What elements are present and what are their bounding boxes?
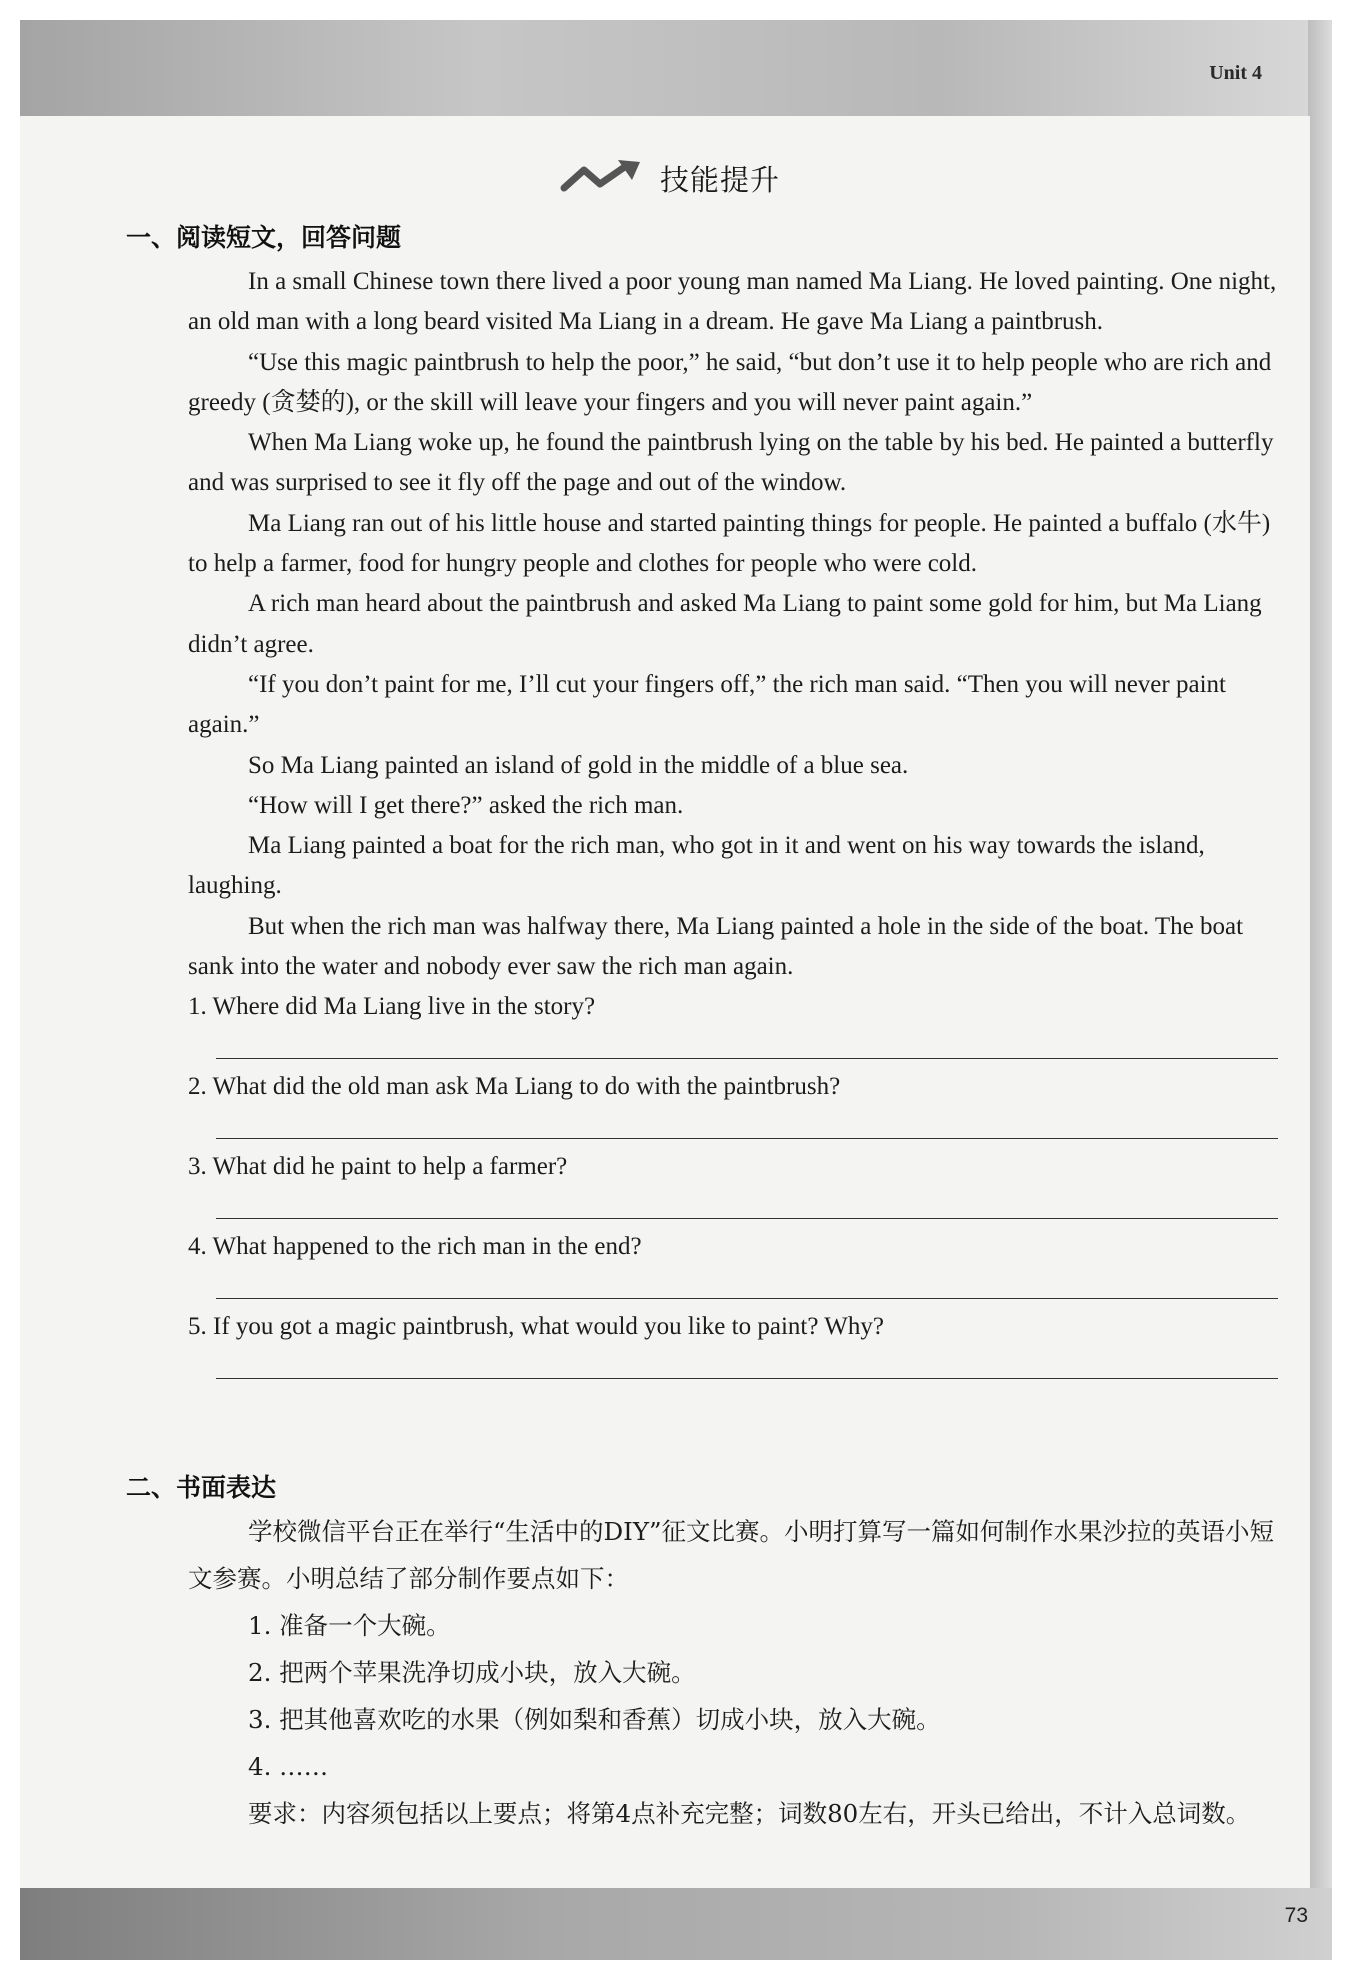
writing-point: 1. 准备一个大碗。	[248, 1611, 451, 1640]
answer-line-5[interactable]	[216, 1339, 1278, 1379]
passage-paragraph: “If you don’t paint for me, I’ll cut your fingers off,” the rich man said. “Then you will never paint again.”	[188, 670, 1226, 739]
question-5	[188, 1307, 1278, 1387]
writing-task	[188, 1508, 1278, 1837]
passage-paragraph: When Ma Liang woke up, he found the paintbrush lying on the table by his bed. He painted a butterfly and was surprised to see it fly off the page and out of the window.	[188, 429, 1274, 497]
page-number: 73	[1284, 1904, 1308, 1927]
question-2	[188, 1067, 1278, 1147]
section-heading-reading: 一、阅读短文，回答问题	[126, 223, 402, 252]
reading-passage	[188, 262, 1278, 1387]
section-banner	[560, 158, 780, 198]
passage-paragraph: Ma Liang painted a boat for the rich man, who got in it and went on his way towards the island, laughing.	[188, 832, 1205, 900]
question-text: 4. What happened to the rich man in the end?	[188, 1233, 642, 1261]
question-text: 1. Where did Ma Liang live in the story?	[188, 993, 596, 1021]
passage-paragraph: So Ma Liang painted an island of gold in the middle of a blue sea.	[248, 751, 909, 779]
passage-paragraph: In a small Chinese town there lived a poor young man named Ma Liang. He loved painting. One night, an old man with a long beard visited Ma Liang in a dream. He gave Ma Liang a paintbrush.	[188, 268, 1277, 336]
writing-point: 4. ……	[248, 1752, 329, 1781]
question-text: 5. If you got a magic paintbrush, what would you like to paint? Why?	[188, 1313, 884, 1341]
header-band	[20, 20, 1332, 116]
answer-line-3[interactable]	[216, 1179, 1278, 1219]
footer-band	[20, 1888, 1332, 1960]
passage-paragraph: “Use this magic paintbrush to help the poor,” he said, “but don’t use it to help people who are rich and greedy (贪婪的), or the skill will leave your fingers and you will never paint again.”	[188, 348, 1272, 416]
answer-line-2[interactable]	[216, 1099, 1278, 1139]
answer-line-1[interactable]	[216, 1019, 1278, 1059]
passage-paragraph: A rich man heard about the paintbrush and asked Ma Liang to paint some gold for him, but Ma Liang didn’t agree.	[188, 590, 1262, 658]
section-heading-writing: 二、书面表达	[126, 1473, 277, 1502]
writing-point: 3. 把其他喜欢吃的水果（例如梨和香蕉）切成小块，放入大碗。	[248, 1705, 941, 1734]
question-text: 2. What did the old man ask Ma Liang to do with the paintbrush?	[188, 1073, 841, 1101]
question-1	[188, 987, 1278, 1067]
passage-paragraph: But when the rich man was halfway there, Ma Liang painted a hole in the side of the boat. The boat sank into the water and nobody ever saw the rich man again.	[188, 912, 1244, 981]
writing-intro: 学校微信平台正在举行“生活中的DIY”征文比赛。小明打算写一篇如何制作水果沙拉的英语小短文参赛。小明总结了部分制作要点如下：	[188, 1517, 1275, 1593]
writing-point: 2. 把两个苹果洗净切成小块，放入大碗。	[248, 1658, 696, 1687]
question-text: 3. What did he paint to help a farmer?	[188, 1153, 568, 1181]
trend-up-arrow-icon	[560, 158, 644, 198]
writing-requirement: 要求：内容须包括以上要点；将第4点补充完整；词数80左右，开头已给出，不计入总词数。	[248, 1799, 1251, 1828]
unit-label: Unit 4	[1209, 62, 1262, 84]
question-4	[188, 1227, 1278, 1307]
page-edge	[1308, 20, 1332, 1960]
question-3	[188, 1147, 1278, 1227]
answer-line-4[interactable]	[216, 1259, 1278, 1299]
banner-title: 技能提升	[660, 162, 781, 197]
passage-paragraph: Ma Liang ran out of his little house and started painting things for people. He painted a buffalo (水牛) to help a farmer, food for hungry people and clothes for people who were cold.	[188, 509, 1271, 578]
passage-paragraph: “How will I get there?” asked the rich man.	[248, 791, 684, 819]
